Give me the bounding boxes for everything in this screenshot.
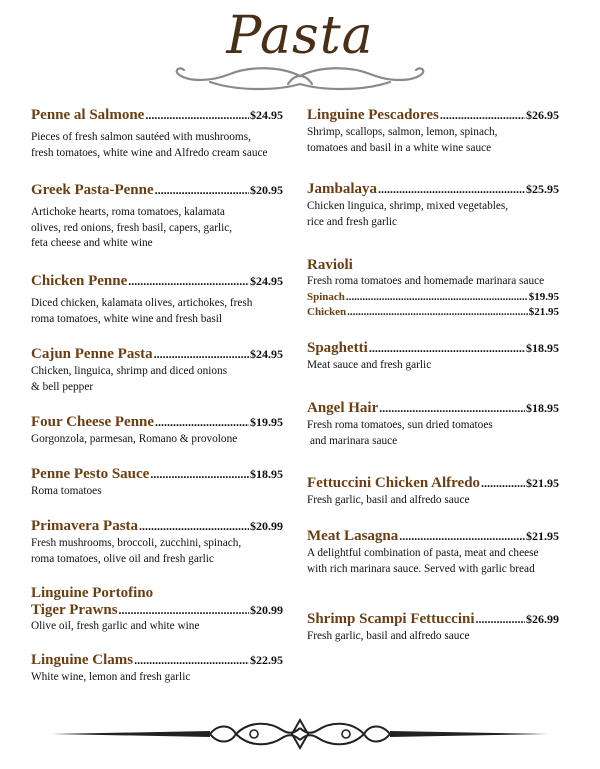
- menu-item: [31, 652, 283, 686]
- item-price: $18.95: [526, 341, 559, 355]
- item-description: Fresh roma tomatoes, sun dried tomatoes: [307, 419, 493, 431]
- item-name: Penne Pesto Sauce: [31, 466, 150, 482]
- item-price: $26.99: [526, 612, 559, 626]
- menu-item: [31, 414, 283, 448]
- item-description: rice and fresh garlic: [307, 215, 398, 228]
- item-name: Four Cheese Penne: [31, 414, 155, 430]
- menu-item: [31, 584, 283, 635]
- item-description: tomatoes and basil in a white wine sauce: [307, 141, 492, 154]
- item-description: Fresh garlic, basil and alfredo sauce: [307, 494, 470, 506]
- page-title: Pasta: [226, 6, 374, 66]
- menu-item: [307, 400, 559, 449]
- item-price: $18.95: [526, 401, 559, 415]
- item-name: Spaghetti: [307, 340, 368, 356]
- item-description: Olive oil, fresh garlic and white wine: [31, 620, 200, 632]
- item-name: Cajun Penne Pasta: [31, 346, 153, 362]
- item-name: Linguine Clams: [31, 652, 134, 668]
- item-description: roma tomatoes, white wine and fresh basil: [31, 312, 223, 325]
- item-name: Linguine Pescadores: [307, 107, 439, 123]
- item-description: olives, red onions, fresh basil, capers, garlic,: [31, 221, 233, 234]
- item-description: Chicken, linguica, shrimp and diced onions: [31, 365, 228, 377]
- item-description: Artichoke hearts, roma tomatoes, kalamata: [31, 206, 225, 218]
- item-description: & bell pepper: [31, 380, 94, 393]
- item-description: A delightful combination of pasta, meat and cheese: [307, 547, 539, 559]
- item-description: feta cheese and white wine: [31, 237, 153, 249]
- sub-item-price: $21.95: [528, 306, 559, 318]
- item-description: Gorgonzola, parmesan, Romano & provolone: [31, 433, 238, 445]
- sub-item-name: Spinach: [307, 290, 345, 303]
- item-price: $25.95: [526, 182, 559, 196]
- item-name: Penne al Salmone: [31, 107, 145, 123]
- item-price: $22.95: [250, 653, 283, 667]
- item-price: $24.95: [250, 274, 283, 288]
- menu-item: [31, 466, 283, 500]
- item-name: Jambalaya: [307, 181, 378, 197]
- item-price: $24.95: [250, 347, 283, 361]
- item-description: with rich marinara sauce. Served with garlic bread: [307, 562, 535, 575]
- item-name: Chicken Penne: [31, 273, 128, 289]
- menu-item: [307, 107, 559, 156]
- item-description: Shrimp, scallops, salmon, lemon, spinach,: [307, 126, 498, 138]
- item-price: $26.95: [526, 108, 559, 122]
- item-name: Tiger Prawns: [31, 602, 118, 618]
- menu-item: [307, 528, 559, 577]
- item-name: Shrimp Scampi Fettuccini: [307, 611, 475, 627]
- menu-item-ravioli: [307, 256, 559, 321]
- menu-item: [307, 340, 559, 374]
- item-price: $21.95: [526, 476, 559, 490]
- item-name: Fettuccini Chicken Alfredo: [307, 475, 481, 491]
- item-name: Greek Pasta-Penne: [31, 182, 154, 198]
- item-price: $20.99: [250, 519, 283, 533]
- item-description: Pieces of fresh salmon sautéed with mushrooms,: [31, 131, 251, 143]
- menu-item: [307, 181, 559, 230]
- item-description: and marinara sauce: [310, 434, 398, 447]
- item-description: Fresh mushrooms, broccoli, zucchini, spinach,: [31, 537, 242, 549]
- item-name: Linguine Portofino: [31, 585, 154, 601]
- item-price: $20.99: [250, 603, 283, 617]
- item-description: White wine, lemon and fresh garlic: [31, 671, 191, 683]
- item-description: fresh tomatoes, white wine and Alfredo cream sauce: [31, 146, 268, 159]
- flourish-ornament-bottom: [50, 716, 550, 752]
- item-name: Angel Hair: [307, 400, 379, 416]
- item-price: $24.95: [250, 108, 283, 122]
- flourish-ornament-top: [170, 62, 430, 94]
- menu-item: [31, 518, 283, 567]
- item-name: Meat Lasagna: [307, 528, 399, 544]
- item-name: Primavera Pasta: [31, 518, 139, 534]
- item-price: $21.95: [526, 529, 559, 543]
- menu-item: [31, 273, 283, 327]
- item-description: Meat sauce and fresh garlic: [307, 359, 432, 371]
- item-description: Fresh garlic, basil and alfredo sauce: [307, 630, 470, 642]
- item-price: $20.95: [250, 183, 283, 197]
- sub-item-price: $19.95: [528, 290, 559, 303]
- menu-item: [31, 346, 283, 395]
- item-name: Ravioli: [307, 257, 353, 273]
- menu-item: [31, 182, 283, 252]
- item-price: $18.95: [250, 467, 283, 481]
- item-description: Chicken linguica, shrimp, mixed vegetables,: [307, 200, 509, 212]
- sub-item-name: Chicken: [307, 306, 347, 318]
- menu-item: [307, 475, 559, 509]
- item-description: roma tomatoes, olive oil and fresh garlic: [31, 552, 214, 565]
- item-description: Roma tomatoes: [31, 485, 102, 497]
- item-price: $19.95: [250, 415, 283, 429]
- menu-item: [307, 611, 559, 645]
- item-description: Fresh roma tomatoes and homemade marinara sauce: [307, 275, 545, 287]
- menu-item: [31, 107, 283, 161]
- item-description: Diced chicken, kalamata olives, artichokes, fresh: [31, 297, 253, 309]
